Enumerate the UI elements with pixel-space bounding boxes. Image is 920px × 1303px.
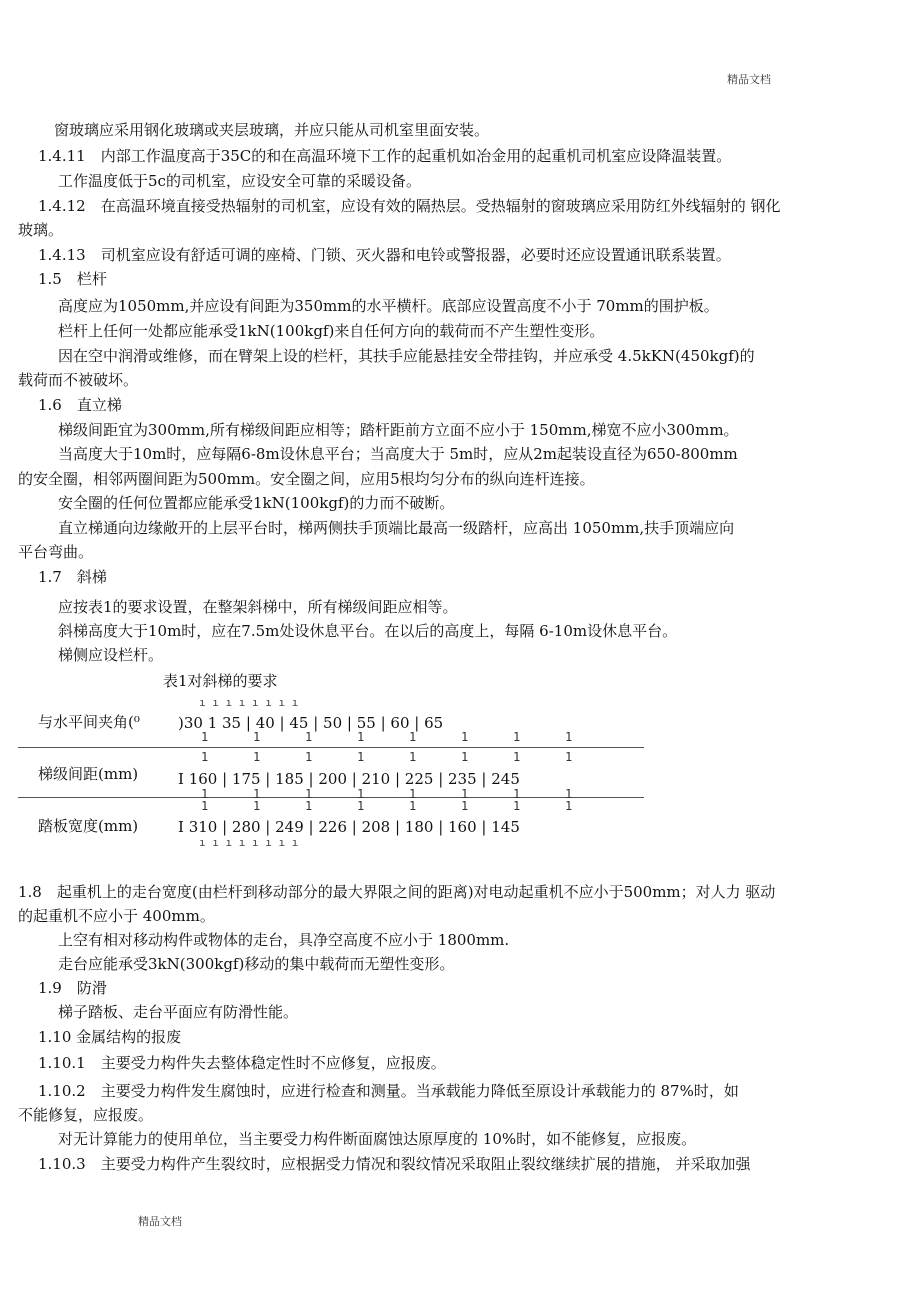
paragraph-line: 上空有相对移动构件或物体的走台，具净空高度不应小于 1800mm.	[58, 931, 510, 949]
table-ones-mark: 1	[201, 799, 209, 813]
table-row-values: I 160 | 175 | 185 | 200 | 210 | 225 | 235 | 245	[178, 770, 520, 788]
table-ones-mark: 1	[357, 799, 365, 813]
table-ones-mark: 1	[201, 787, 209, 801]
paragraph-line: 梯侧应设栏杆。	[58, 646, 164, 664]
paragraph-line: 栏杆上任何一处都应能承受1kN(100kgf)来自任何方向的载荷而不产生塑性变形。	[58, 322, 605, 340]
table-ones-mark: 1	[357, 730, 365, 744]
table-ones-mark: 1	[461, 750, 469, 764]
paragraph-line: 的起重机不应小于 400mm。	[18, 907, 215, 925]
paragraph-line: 梯级间距宜为300mm,所有梯级间距应相等；踏杆距前方立面不应小于 150mm,梯宽不应小300mm。	[58, 421, 739, 439]
table-ones-mark: 1	[565, 730, 573, 744]
table-ones-mark: 1	[461, 787, 469, 801]
paragraph-line: 梯子踏板、走台平面应有防滑性能。	[58, 1003, 299, 1021]
table-ones-mark: 1	[461, 799, 469, 813]
section-heading-1-7: 1.7 斜梯	[38, 568, 107, 586]
table-row-values: I 310 | 280 | 249 | 226 | 208 | 180 | 160 | 145	[178, 818, 520, 836]
paragraph-line: 平台弯曲。	[18, 543, 94, 561]
section-1-10-2: 1.10.2 主要受力构件发生腐蚀时，应进行检查和测量。当承载能力降低至原设计承载能力的 87%时，如	[38, 1082, 739, 1100]
paragraph-line: 玻璃。	[18, 221, 64, 239]
paragraph-line: 高度应为1050mm,并应设有间距为350mm的水平横杆。底部应设置高度不小于 70mm的围护板。	[58, 297, 719, 315]
table-ones-mark: 1	[305, 730, 313, 744]
table-ones-mark: 1	[357, 787, 365, 801]
paragraph-line: 窗玻璃应采用钢化玻璃或夹层玻璃，并应只能从司机室里面安装。	[54, 121, 490, 139]
section-1-10-3: 1.10.3 主要受力构件产生裂纹时，应根据受力情况和裂纹情况采取阻止裂纹继续扩展的措施， 并采取加强	[38, 1155, 751, 1173]
section-1-4-12: 1.4.12 在高温环境直接受热辐射的司机室，应设有效的隔热层。受热辐射的窗玻璃应采用防红外线辐射的 钢化	[38, 197, 781, 215]
table-rule	[18, 747, 644, 748]
table-ones-mark: 1	[253, 799, 261, 813]
paragraph-line: 斜梯高度大于10m时，应在7.5m处设休息平台。在以后的高度上，每隔 6-10m设休息平台。	[58, 622, 678, 640]
table-ones-mark: 1	[565, 799, 573, 813]
table-ones-mark: 1	[513, 799, 521, 813]
paragraph-line: 安全圈的任何位置都应能承受1kN(100kgf)的力而不破断。	[58, 494, 455, 512]
paragraph-line: 工作温度低于5c的司机室，应设安全可靠的采暖设备。	[58, 172, 421, 190]
table-tick-row: ı ı ı ı ı ı ı ı	[199, 836, 299, 849]
table-ones-mark: 1	[409, 787, 417, 801]
table-ones-mark: 1	[461, 730, 469, 744]
paragraph-line: 不能修复，应报废。	[18, 1106, 154, 1124]
table-tick-row: ı ı ı ı ı ı ı ı	[199, 696, 299, 709]
table-row-label: 梯级间距(mm)	[38, 765, 139, 783]
table-row-values: )30 1 35 | 40 | 45 | 50 | 55 | 60 | 65	[178, 714, 444, 732]
table-caption: 表1对斜梯的要求	[163, 672, 278, 690]
section-heading-1-6: 1.6 直立梯	[38, 396, 122, 414]
section-1-8: 1.8 起重机上的走台宽度(由栏杆到移动部分的最大界限之间的距离)对电动起重机不应小于500mm；对人力 驱动	[18, 883, 776, 901]
paragraph-line: 应按表1的要求设置，在整架斜梯中，所有梯级间距应相等。	[58, 598, 458, 616]
table-ones-mark: 1	[305, 750, 313, 764]
table-ones-mark: 1	[253, 787, 261, 801]
paragraph-line: 的安全圈，相邻两圈间距为500mm。安全圈之间，应用5根均匀分布的纵向连杆连接。	[18, 470, 595, 488]
table-ones-mark: 1	[513, 787, 521, 801]
section-1-4-13: 1.4.13 司机室应设有舒适可调的座椅、门锁、灭火器和电铃或警报器，必要时还应设置通讯联系装置。	[38, 246, 731, 264]
table-row-label: 与水平间夹角(⁰	[38, 713, 140, 731]
table-rule	[18, 797, 644, 798]
section-heading-1-5: 1.5 栏杆	[38, 270, 107, 288]
table-ones-mark: 1	[253, 750, 261, 764]
table-ones-mark: 1	[357, 750, 365, 764]
paragraph-line: 当高度大于10m时，应每隔6-8m设休息平台；当高度大于 5m时，应从2m起装设直径为650-800mm	[58, 445, 738, 463]
table-ones-mark: 1	[201, 730, 209, 744]
table-ones-mark: 1	[565, 750, 573, 764]
table-ones-mark: 1	[305, 799, 313, 813]
table-ones-mark: 1	[253, 730, 261, 744]
section-1-4-11: 1.4.11 内部工作温度高于35C的和在高温环境下工作的起重机如冶金用的起重机司机室应设降温装置。	[38, 147, 732, 165]
table-ones-mark: 1	[201, 750, 209, 764]
paragraph-line: 走台应能承受3kN(300kgf)移动的集中载荷而无塑性变形。	[58, 955, 455, 973]
page-header: 精品文档	[727, 73, 771, 86]
paragraph-line: 因在空中润滑或维修，而在臂架上设的栏杆，其扶手应能悬挂安全带挂钩，并应承受 4.5kKN(450kgf)的	[58, 347, 755, 365]
table-ones-mark: 1	[409, 750, 417, 764]
paragraph-line: 载荷而不被破坏。	[18, 371, 139, 389]
table-ones-mark: 1	[305, 787, 313, 801]
paragraph-line: 直立梯通向边缘敞开的上层平台时，梯两侧扶手顶端比最高一级踏杆，应高出 1050mm,扶手顶端应向	[58, 519, 735, 537]
table-ones-mark: 1	[565, 787, 573, 801]
section-heading-1-9: 1.9 防滑	[38, 979, 107, 997]
table-ones-mark: 1	[409, 799, 417, 813]
paragraph-line: 对无计算能力的使用单位，当主要受力构件断面腐蚀达原厚度的 10%时，如不能修复，应报废。	[58, 1130, 697, 1148]
page-footer: 精品文档	[138, 1215, 182, 1228]
section-1-10-1: 1.10.1 主要受力构件失去整体稳定性时不应修复，应报废。	[38, 1054, 446, 1072]
table-ones-mark: 1	[409, 730, 417, 744]
table-ones-mark: 1	[513, 730, 521, 744]
table-ones-mark: 1	[513, 750, 521, 764]
table-row-label: 踏板宽度(mm)	[38, 817, 139, 835]
section-heading-1-10: 1.10 金属结构的报废	[38, 1028, 182, 1046]
